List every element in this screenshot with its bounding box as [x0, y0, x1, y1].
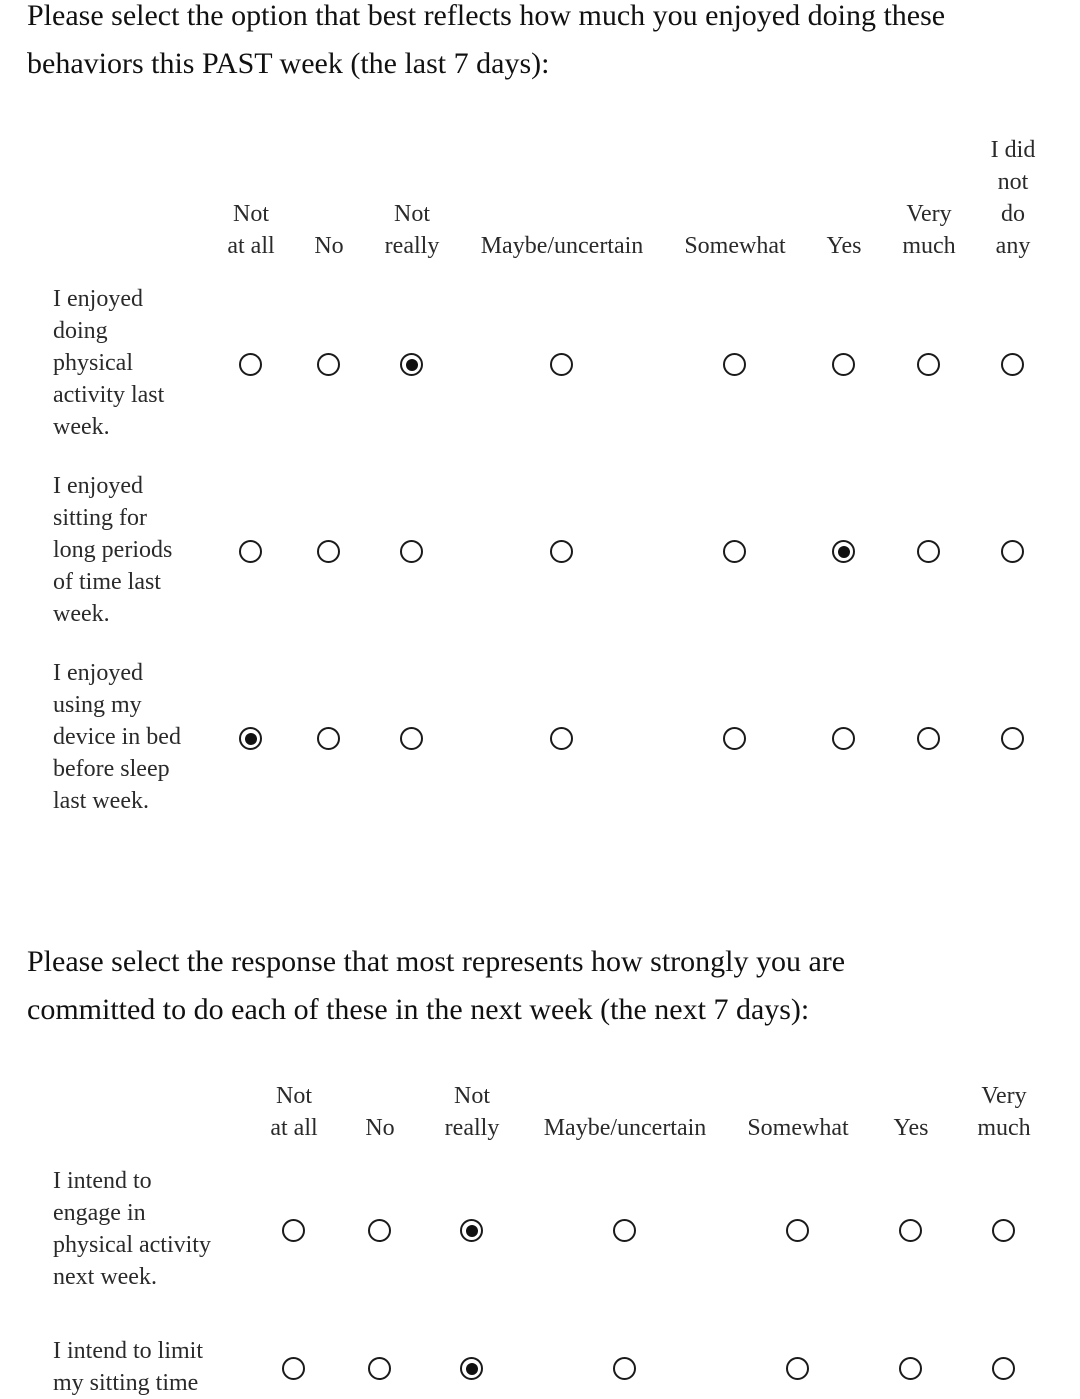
row-label-line: I intend to: [53, 1168, 152, 1194]
radio-option[interactable]: [899, 1219, 922, 1242]
radio-option[interactable]: [917, 540, 940, 563]
radio-option[interactable]: [460, 1219, 483, 1242]
row-label-line: I enjoyed: [53, 473, 143, 499]
radio-option[interactable]: [282, 1357, 305, 1380]
column-header-line: Very: [981, 1083, 1027, 1109]
radio-option[interactable]: [992, 1219, 1015, 1242]
radio-option[interactable]: [239, 353, 262, 376]
row-label-line: last week.: [53, 788, 149, 814]
radio-option[interactable]: [368, 1219, 391, 1242]
column-header: [365, 1112, 394, 1144]
survey1-prompt: [27, 0, 1067, 88]
row-label-line: physical activity: [53, 1232, 211, 1258]
survey2-prompt: [27, 938, 1067, 1034]
column-header: [481, 230, 644, 262]
radio-option[interactable]: [786, 1357, 809, 1380]
radio-option[interactable]: [832, 727, 855, 750]
radio-option[interactable]: [317, 353, 340, 376]
radio-option[interactable]: [723, 727, 746, 750]
column-header: [684, 230, 785, 262]
column-header-line: at all: [270, 1115, 318, 1141]
prompt-line: committed to do each of these in the next week (the next 7 days):: [27, 993, 810, 1026]
row-label-line: week.: [53, 601, 110, 627]
column-header: [270, 1080, 317, 1144]
column-header-line: really: [384, 233, 440, 259]
radio-option[interactable]: [832, 353, 855, 376]
row-label: [53, 1165, 211, 1293]
row-label: [53, 283, 164, 443]
prompt-line: Please select the option that best reflects how much you enjoyed doing these: [27, 0, 946, 32]
radio-option[interactable]: [400, 540, 423, 563]
radio-option[interactable]: [550, 353, 573, 376]
row-label: [53, 1335, 203, 1399]
radio-option[interactable]: [899, 1357, 922, 1380]
column-header-line: Not: [393, 201, 430, 227]
column-header: [385, 198, 440, 262]
row-label-line: next week.: [53, 1264, 157, 1290]
prompt-line: behaviors this PAST week (the last 7 days):: [27, 47, 550, 80]
column-header-line: Somewhat: [684, 233, 786, 259]
radio-option[interactable]: [832, 540, 855, 563]
column-header: [902, 198, 955, 262]
row-label: [53, 657, 181, 817]
row-label-line: of time last: [53, 569, 161, 595]
radio-option[interactable]: [282, 1219, 305, 1242]
radio-option[interactable]: [723, 540, 746, 563]
column-header: [977, 1080, 1030, 1144]
column-header-line: I did: [990, 137, 1036, 163]
row-label-line: device in bed: [53, 724, 181, 750]
column-header: [314, 230, 343, 262]
prompt-line: Please select the response that most represents how strongly you are: [27, 945, 846, 978]
row-label-line: I intend to limit: [53, 1338, 203, 1364]
column-header-line: any: [995, 233, 1031, 259]
radio-option[interactable]: [613, 1357, 636, 1380]
radio-option[interactable]: [992, 1357, 1015, 1380]
column-header: [827, 230, 862, 262]
radio-option[interactable]: [317, 727, 340, 750]
column-header: [894, 1112, 929, 1144]
column-header-line: No: [365, 1115, 395, 1141]
radio-option[interactable]: [1001, 727, 1024, 750]
radio-option[interactable]: [239, 727, 262, 750]
row-label-line: my sitting time: [53, 1370, 199, 1396]
row-label-line: activity last: [53, 382, 165, 408]
column-header-line: much: [977, 1115, 1031, 1141]
radio-option[interactable]: [613, 1219, 636, 1242]
column-header-line: Not: [453, 1083, 490, 1109]
row-label: [53, 470, 172, 630]
radio-option[interactable]: [550, 540, 573, 563]
column-header-line: much: [902, 233, 956, 259]
row-label-line: engage in: [53, 1200, 146, 1226]
radio-option[interactable]: [368, 1357, 391, 1380]
radio-option[interactable]: [550, 727, 573, 750]
row-label-line: I enjoyed: [53, 660, 143, 686]
row-label-line: physical: [53, 350, 133, 376]
radio-option[interactable]: [239, 540, 262, 563]
column-header: [747, 1112, 848, 1144]
column-header-line: Yes: [826, 233, 862, 259]
row-label-line: I enjoyed: [53, 286, 143, 312]
column-header-line: Somewhat: [747, 1115, 849, 1141]
row-label-line: using my: [53, 692, 142, 718]
radio-option[interactable]: [1001, 540, 1024, 563]
column-header: [445, 1080, 500, 1144]
row-label-line: sitting for: [53, 505, 147, 531]
column-header-line: Maybe/uncertain: [543, 1115, 707, 1141]
column-header-line: No: [314, 233, 344, 259]
radio-option[interactable]: [786, 1219, 809, 1242]
radio-option[interactable]: [400, 727, 423, 750]
column-header: [544, 1112, 707, 1144]
column-header-line: Yes: [893, 1115, 929, 1141]
column-header-line: Not: [276, 1083, 312, 1109]
column-header-line: Maybe/uncertain: [480, 233, 644, 259]
column-header-line: Not: [233, 201, 269, 227]
row-label-line: long periods: [53, 537, 173, 563]
column-header-line: do: [1000, 201, 1025, 227]
column-header: [227, 198, 274, 262]
radio-option[interactable]: [723, 353, 746, 376]
column-header-line: at all: [227, 233, 275, 259]
column-header: [991, 134, 1036, 262]
column-header-line: really: [444, 1115, 500, 1141]
radio-option[interactable]: [400, 353, 423, 376]
column-header-line: not: [997, 169, 1029, 195]
radio-option[interactable]: [917, 353, 940, 376]
radio-option[interactable]: [917, 727, 940, 750]
radio-option[interactable]: [1001, 353, 1024, 376]
column-header-line: Very: [906, 201, 952, 227]
radio-option[interactable]: [460, 1357, 483, 1380]
row-label-line: doing: [53, 318, 108, 344]
row-label-line: week.: [53, 414, 110, 440]
radio-option[interactable]: [317, 540, 340, 563]
row-label-line: before sleep: [53, 756, 170, 782]
